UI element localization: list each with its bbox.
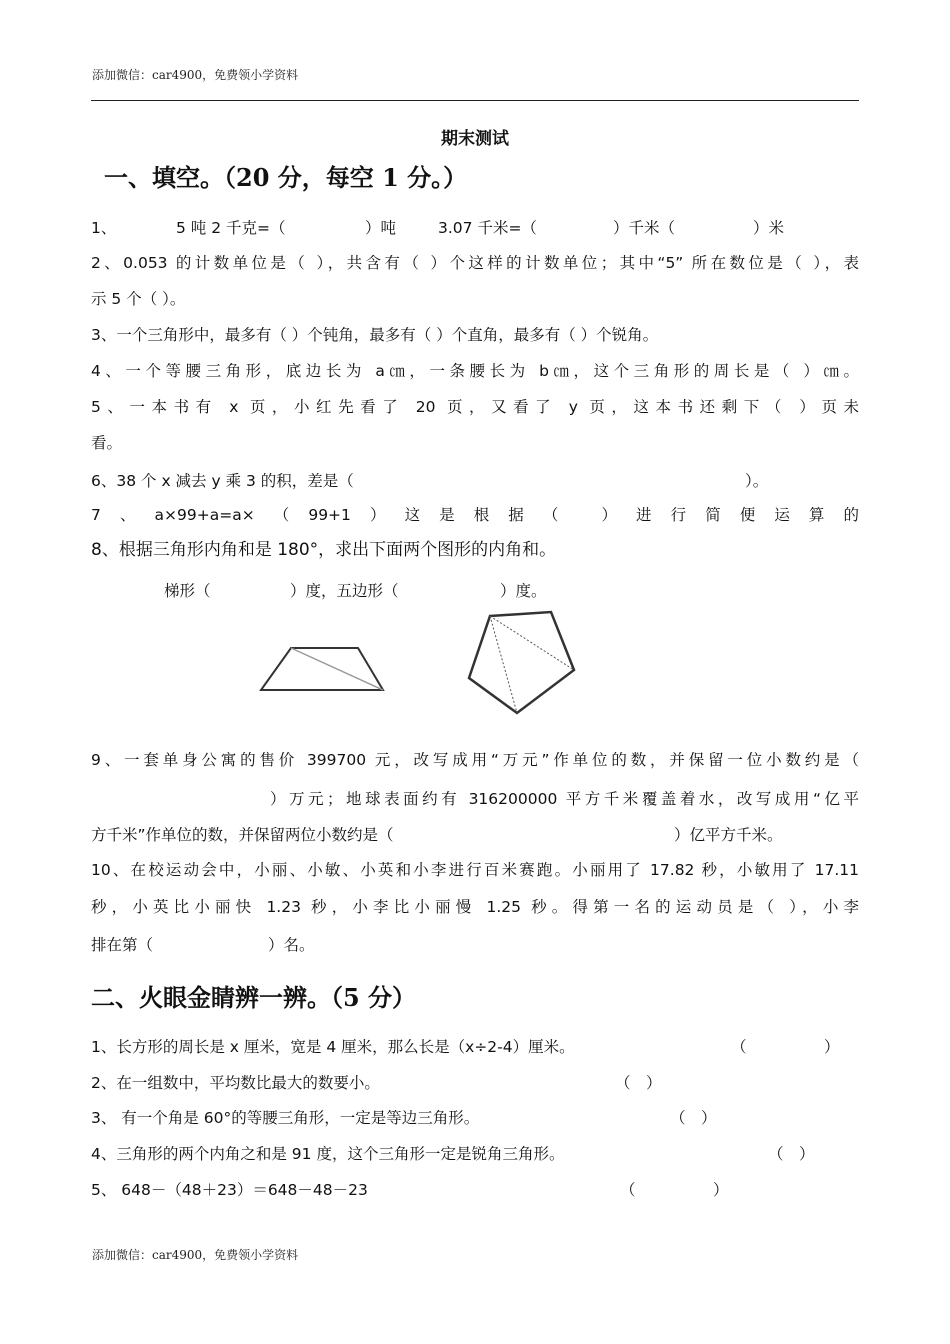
q1-part-d: ）千米（ xyxy=(613,219,676,237)
judge-answer-3[interactable]: （ ） xyxy=(670,1109,717,1127)
q1-part-a: 5 吨 2 千克=（ xyxy=(176,219,286,237)
pentagon-diagonal-2 xyxy=(490,616,517,713)
section2-heading: 二、火眼金睛辨一辨。（5 分） xyxy=(91,983,417,1012)
trapezoid-diagonal xyxy=(291,648,383,690)
q1-part-b: ）吨 xyxy=(365,219,397,237)
q9-line1: 9、一套单身公寓的售价 399700 元，改写成用“万元”作单位的数，并保留一位小数约是（ xyxy=(91,751,859,769)
section1-heading: 一、填空。（20 分，每空 1 分。） xyxy=(104,163,468,192)
q6-part-b: ）。 xyxy=(745,472,769,490)
judge-item-2: 2、在一组数中，平均数比最大的数要小。 xyxy=(91,1074,380,1092)
q8-answer-c: ）度。 xyxy=(500,582,547,600)
q2-line1: 2、0.053 的计数单位是（ ），共含有（ ）个这样的计数单位；其中“5” 所在数位是（ ），表 xyxy=(91,254,859,272)
trapezoid-figure xyxy=(255,640,390,695)
trapezoid-outline xyxy=(261,648,383,690)
q4: 4、一个等腰三角形，底边长为 a㎝，一条腰长为 b㎝，这个三角形的周长是（ ）㎝。 xyxy=(91,362,859,380)
pentagon-outline xyxy=(469,612,574,713)
judge-answer-1[interactable]: （ ） xyxy=(731,1038,840,1056)
q9-line3-a: 方千米”作单位的数，并保留两位小数约是（ xyxy=(91,826,394,844)
pentagon-figure xyxy=(462,606,582,718)
judge-answer-5[interactable]: （ ） xyxy=(620,1181,729,1199)
q10-line1: 10、在校运动会中，小丽、小敏、小英和小李进行百米赛跑。小丽用了 17.82 秒，小敏用了 17.11 xyxy=(91,861,859,879)
judge-answer-4[interactable]: （ ） xyxy=(768,1145,815,1163)
q6-part-a: 6、38 个 x 减去 y 乘 3 的积，差是（ xyxy=(91,472,354,490)
q8: 8、根据三角形内角和是 180°，求出下面两个图形的内角和。 xyxy=(91,540,557,560)
q10-line2: 秒，小英比小丽快 1.23 秒，小李比小丽慢 1.25 秒。得第一名的运动员是（ ），小李 xyxy=(91,898,859,916)
judge-item-4: 4、三角形的两个内角之和是 91 度，这个三角形一定是锐角三角形。 xyxy=(91,1145,565,1163)
q1-part-c: 3.07 千米=（ xyxy=(438,219,537,237)
judge-item-5: 5、 648－（48＋23）＝648－48－23 xyxy=(91,1181,368,1199)
q2-line2: 示 5 个（ ）。 xyxy=(91,290,186,308)
q1-part-e: ）米 xyxy=(753,219,785,237)
pentagon-diagonal-1 xyxy=(490,616,574,670)
q1-number: 1、 xyxy=(91,219,117,237)
judge-item-3: 3、 有一个角是 60°的等腰三角形，一定是等边三角形。 xyxy=(91,1109,480,1127)
q3: 3、一个三角形中，最多有（ ）个钝角，最多有（ ）个直角，最多有（ ）个锐角。 xyxy=(91,326,659,344)
q8-answer-b: ）度，五边形（ xyxy=(290,582,399,600)
q7: 7、a×99+a=a×（99+1）这是根据（ ）进行简便运算的 xyxy=(91,506,859,524)
header-rule xyxy=(91,100,859,101)
q10-line3-a: 排在第（ xyxy=(91,936,154,954)
q8-answer-a: 梯形（ xyxy=(164,582,211,600)
judge-item-1: 1、长方形的周长是 x 厘米，宽是 4 厘米，那么长是（x÷2-4）厘米。 xyxy=(91,1038,575,1056)
header-note: 添加微信：car4900，免费领小学资料 xyxy=(92,68,299,82)
footer-note: 添加微信：car4900，免费领小学资料 xyxy=(92,1248,299,1262)
q5-line1: 5、一本书有 x 页，小红先看了 20 页，又看了 y 页，这本书还剩下（ ）页未 xyxy=(91,398,859,416)
q9-line2: ）万元；地球表面约有 316200000 平方千米覆盖着水，改写成用“亿平 xyxy=(270,790,859,808)
q9-line3-b: ）亿平方千米。 xyxy=(674,826,783,844)
q5-line2: 看。 xyxy=(91,434,123,452)
q10-line3-b: ）名。 xyxy=(268,936,315,954)
page-title: 期末测试 xyxy=(441,129,509,149)
judge-answer-2[interactable]: （ ） xyxy=(615,1074,662,1092)
